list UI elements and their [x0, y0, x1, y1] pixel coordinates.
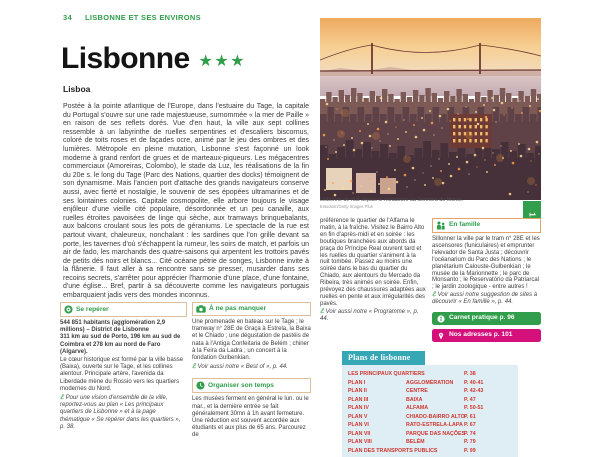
section-title: LISBONNE ET SES ENVIRONS: [84, 13, 201, 22]
plans-table-rows: [342, 365, 518, 457]
box-title: À ne pas manquer: [209, 305, 267, 313]
camera-icon: [196, 305, 206, 313]
plans-table-title: Plans de lisbonne: [342, 351, 425, 365]
table-row[interactable]: PLAN V CHIADO-BAIRRO ALTO P. 61: [348, 413, 476, 420]
rating-stars: ★★★: [198, 53, 247, 70]
table-row[interactable]: PLAN IV ALFAMA P. 50-51: [348, 405, 484, 411]
page-title: Lisbonne: [61, 42, 190, 75]
chapter-number: 1: [527, 212, 537, 217]
cross-reference: ℰ Pour une vision d'ensemble de la ville, reportez-vous au plan « Les principaux quartiers de Lisbonne » et à la page thématique « Se repérer dans les quartiers », p. 38.: [60, 394, 181, 430]
box-organiser-header: [192, 378, 311, 393]
population-stats: 544 851 habitants (agglomération 2,9 millions) – District de Lisbonne: [60, 320, 166, 334]
local-name: Lisboa: [63, 84, 91, 94]
box-se-reperer: [60, 302, 187, 431]
hero-photo: [320, 18, 541, 200]
photo-credit: Estudiom/Getty Images Plus: [320, 204, 373, 209]
box-body-continued: préférence le quartier de l'Alfama le matin, à la fraîche. Visitez le Bairro Alto en fin d'après-midi et en soirée : les boutiques branchées aux abords da praça do Príncipe Real ouvrent tard et les ruelles du quartier s'animent à la nuit tombée. Passez au moins une soirée dans le bas du quartier du Chiado, aux alentours du Mercado da Ribeira, très animés en soirée. Enfin, prévoyez des chaussures adaptées aux ruelles en pente et aux irrégularités des pavés.: [320, 218, 426, 307]
box-body: Le cœur historique est formé par la ville basse (Baixa), ouverte sur le Tage, et les collines alentour. Principale artère, l'avenida da Liberdade mène du Rossio vers les quartiers modernes du Nord.: [60, 357, 184, 392]
table-row[interactable]: PLAN III BAIXA P. 47: [348, 396, 476, 403]
box-title: En famille: [449, 221, 481, 229]
box-en-famille-header: [432, 218, 541, 233]
box-a-ne-pas-manquer: [192, 302, 311, 440]
script-e-icon: ℰ: [60, 394, 64, 402]
info-icon: [437, 315, 445, 323]
organiser-continued-column: [320, 218, 427, 323]
table-row[interactable]: PLAN I AGGLOMÉRATION P. 40-41: [348, 379, 484, 386]
table-row[interactable]: PLAN II CENTRE P. 42-43: [348, 388, 484, 394]
script-e-icon: ℰ: [320, 307, 324, 315]
compass-target-icon: [64, 305, 73, 314]
carnet-pratique-link[interactable]: Carnet pratique p. 96: [432, 312, 541, 325]
title-row: [61, 44, 246, 74]
table-row[interactable]: LES PRINCIPAUX QUARTIERS P. 38: [348, 371, 476, 377]
box-a-ne-pas-manquer-header: [192, 302, 311, 316]
box-body: Une promenade en bateau sur le Tage ; le tramway n° 28E de Graça à Estrela, la Baixa et le Chiado ; une dégustation de pastéis de nata à l'Antiga Confeitaria de Belém ; chiner à la Feira da Ladra ; un concert à la fondation Gulbenkian.: [192, 319, 311, 362]
box-body: Sillonner la ville par le tram n° 28E et les ascensores (funiculaires) et emprunter l'elevador de Santa Justa ; découvrir l'océanarium du Parc des Nations ; le planétarium Calouste-Gulbenkian ; le musée de la Marionnette ; le parc de Monsanto ; le Reservatório da Patriarcal ; le jardin zoologique - entre autres !: [432, 236, 540, 291]
family-icon: [436, 221, 446, 230]
distance-stats: 311 km au sud de Porto, 196 km au sud de Coimbra et 278 km au nord de Faro (Algarve).: [60, 334, 181, 355]
box-se-reperer-header: [60, 302, 187, 317]
nos-adresses-link[interactable]: Nos adresses p. 101: [432, 329, 541, 342]
cross-reference: ℰ Voir aussi notre « Programme », p. 44.: [320, 307, 419, 322]
page-number: 34: [63, 13, 72, 22]
box-title: Organiser son temps: [208, 382, 274, 390]
plans-table: [342, 347, 518, 457]
table-row[interactable]: PLAN VII PARQUE DAS NAÇÕES P. 74: [348, 430, 476, 437]
photo-caption: Lisbonne de nuit depuis le miradouro da Senhora do Monte.: [320, 197, 464, 203]
clock-icon: [196, 381, 205, 390]
table-row[interactable]: PLAN DES TRANSPORTS PUBLICS P. 99: [348, 447, 476, 454]
box-en-famille: [432, 218, 541, 342]
script-e-icon: ℰ: [192, 363, 196, 371]
table-row[interactable]: PLAN VI RATO-ESTRELA-LAPA P. 67: [348, 422, 476, 428]
location-pin-icon: [437, 332, 445, 340]
cross-reference: ℰ Voir aussi notre suggestion de sites à découvrir « En famille », p. 44.: [432, 291, 538, 306]
box-body: Les musées ferment en général le lun. ou le mar., et la dernière entrée se fait généralement 30mn à 1h avant fermeture. Une réduction est souvent accordée aux étudiants et aux plus de 65 ans. Parcourez de: [192, 396, 309, 439]
intro-paragraph: Postée à la pointe atlantique de l'Europe, dans l'estuaire du Tage, la capitale du Portugal s'ouvre sur une rade majestueuse, surnommée « la mer de Paille » en raison de ses reflets dorés. Vue d'en haut, la ville aux sept collines ressemble à un labyrinthe de ruelles serpentines et d'escaliers biscornus, coloré de toits roses et de façades ocre, animé par le jeu des ombres et des lumières. Métropole en pleine mutation, Lisbonne s'est façonné un look moderne à grand renfort de grues et de marteaux-piqueurs. Les mégacentres commerciaux (Amoreiras, Colombo), le stade da Luz, les réalisations de la fin du 20e s. le long du Tage (Parc des Nations, quartier des docks) témoignent de son dynamisme. Mais l'ancien port d'attache des grands navigateurs conserve aussi, avec fierté et nostalgie, le souvenir de ses épopées ultramarines et de ses lointaines colonies. Capitale cosmopolite, elle arbore toujours le visage enjôleur d'une vieille cité populaire, désordonnée et un peu canaille, aux ruelles étroites pavoisées de linge qui sèche, aux tramways brinquebalants, aux balcons croulant sous les pots de géraniums. Le spectacle de la rue est partout vivant, chaleureux, nonchalant : les sardines que l'on grille devant sa porte, les tavernes d'où s'échappent la rumeur, les soirs de match, et parfois un air de fado, les marchands des quatre-saisons qui arpentent les trottoirs pavés de petits dés noirs et blancs... Cité océane pétrie de songes, Lisbonne invite à la flânerie. Il faut aller à sa rencontre sans se presser, musarder dans ses recoins secrets, s'arrêter pour apprécier l'harmonie d'une place, d'une fontaine, d'une église... Bref, partir à sa découverte comme les navigateurs portugais embarquaient jadis vers des mondes inconnus.: [63, 103, 309, 300]
table-row[interactable]: PLAN VIII BELÉM P. 79: [348, 439, 476, 445]
script-e-icon: ℰ: [432, 291, 436, 299]
running-header: [63, 13, 201, 22]
cross-reference: ℰ Voir aussi notre « Best of », p. 44.: [192, 363, 288, 371]
box-title: Se repérer: [76, 305, 109, 313]
